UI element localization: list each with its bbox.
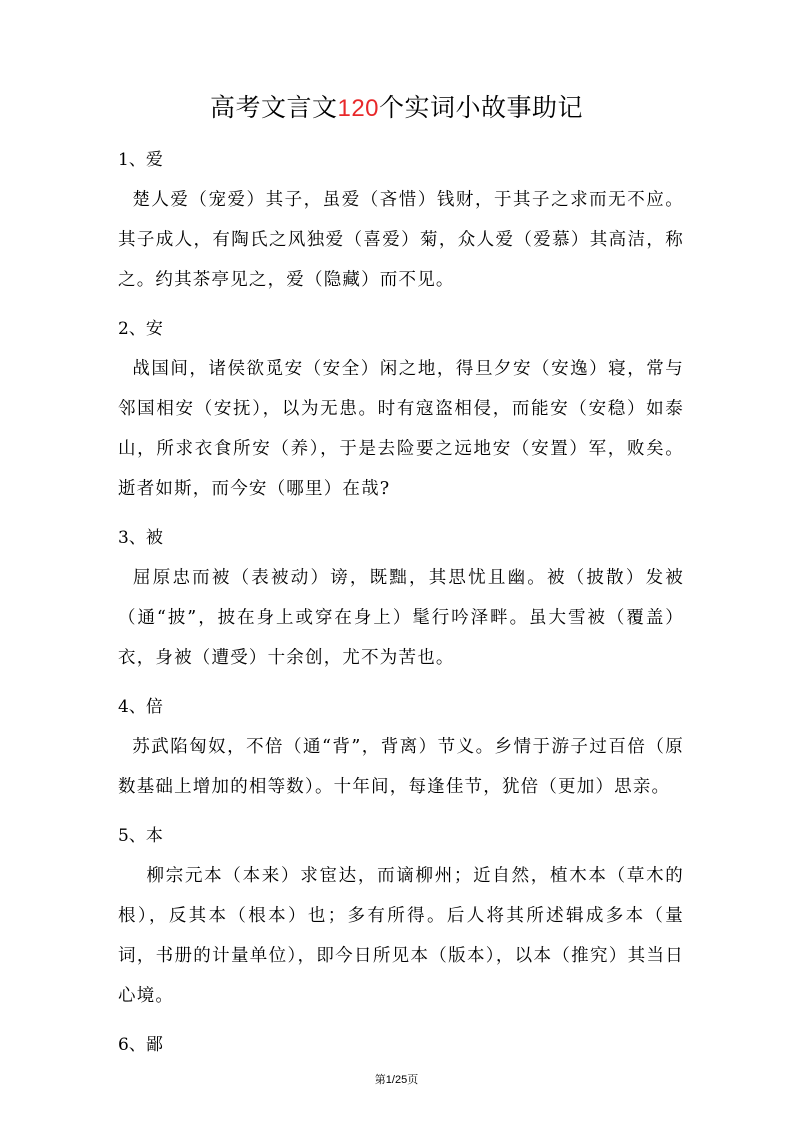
entry-heading: 2、安: [118, 319, 163, 339]
entry-paragraph: [118, 856, 684, 1016]
entry-paragraph: [118, 558, 684, 678]
document-body: [118, 140, 684, 1065]
entry-heading: 1、爱: [118, 150, 163, 170]
entry-paragraph: [118, 180, 684, 300]
entry-text: 屈原忠而被（表被动）谤，既黜，其思忧且幽。被（披散）发被（通“披”，披在身上或穿在身上）髦行吟泽畔。虽大雪被（覆盖）衣，身被（遭受）十余创，尤不为苦也。: [118, 568, 684, 668]
entry-text: 楚人爱（宠爱）其子，虽爱（吝惜）钱财，于其子之求而无不应。其子成人，有陶氏之风独爱（喜爱）菊，众人爱（爱慕）其高洁，称之。约其茶亭见之，爱（隐藏）而不见。: [118, 190, 684, 290]
entry-heading: 3、被: [118, 528, 163, 548]
page-number: 第1/25页: [374, 1074, 419, 1086]
title-text-before: 高考文言文: [209, 93, 338, 122]
entry-heading: 6、鄙: [118, 1035, 163, 1055]
entry-text: 战国间，诸侯欲觅安（安全）闲之地，得旦夕安（安逸）寝，常与邻国相安（安抚），以为无患。时有寇盗相侵，而能安（安稳）如泰山，所求衣食所安（养），于是去险要之远地安（安置）军，败矣。逝者如斯，而今安（哪里）在哉?: [118, 359, 684, 499]
title-text-after: 个实词小故事助记: [379, 93, 584, 122]
entry-paragraph: [118, 349, 684, 509]
entry-heading: 4、倍: [118, 697, 163, 717]
entry-text: 苏武陷匈奴，不倍（通“背”，背离）节义。乡情于游子过百倍（原数基础上增加的相等数）。十年间，每逢佳节，犹倍（更加）思亲。: [118, 737, 684, 797]
document-title: [0, 88, 793, 129]
entry-text: 柳宗元本（本来）求宦达，而谪柳州；近自然，植木本（草木的根），反其本（根本）也；多有所得。后人将其所述辑成多本（量词，书册的计量单位），即今日所见本（版本），以本（推究）其当日心境。: [118, 866, 684, 1006]
entry-heading: 5、本: [118, 826, 163, 846]
entry-paragraph: [118, 727, 684, 807]
title-number: 120: [337, 95, 380, 122]
